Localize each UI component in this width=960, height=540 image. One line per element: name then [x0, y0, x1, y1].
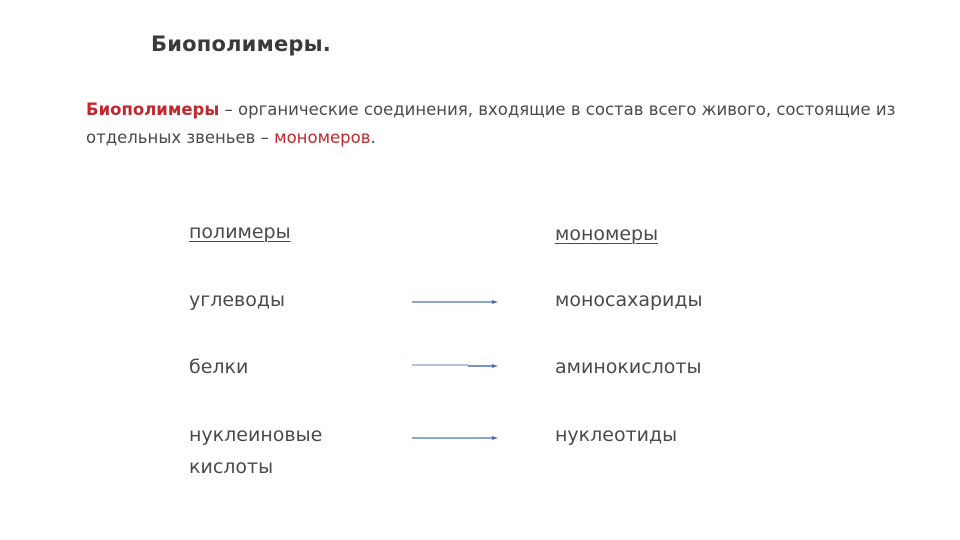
definition-term: Биополимеры	[86, 100, 220, 119]
polymer-carbohydrates: углеводы	[189, 289, 286, 311]
monomer-amino-acids: аминокислоты	[555, 356, 702, 378]
definition-paragraph	[86, 96, 906, 152]
arrow-right-icon	[412, 299, 498, 305]
slide-title: Биополимеры.	[151, 32, 331, 56]
arrow-right-icon	[412, 435, 498, 441]
monomers-header: мономеры	[555, 223, 659, 245]
monomer-monosaccharides: моносахариды	[555, 289, 703, 311]
polymers-header: полимеры	[189, 221, 291, 243]
definition-text: – органические соединения, входящие в состав всего живого, состоящие из отдельных звеньев –	[86, 100, 896, 147]
arrow-right-icon	[412, 363, 498, 369]
monomer-nucleotides: нуклеотиды	[555, 424, 678, 446]
definition-highlight: мономеров	[274, 128, 371, 147]
definition-end: .	[370, 128, 376, 147]
polymer-nucleic-acids: нуклеиновые кислоты	[189, 424, 323, 478]
polymer-proteins: белки	[189, 356, 249, 378]
